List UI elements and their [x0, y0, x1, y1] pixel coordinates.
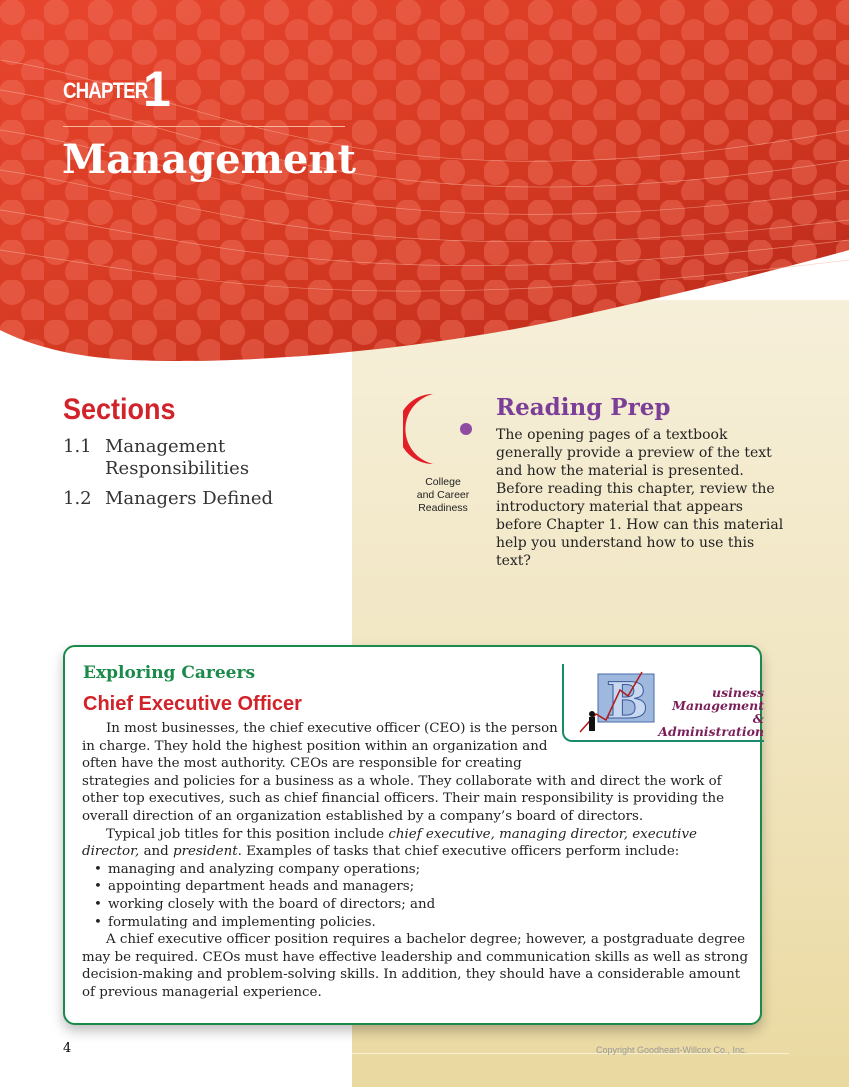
- badge-text: and Career: [416, 489, 470, 501]
- list-item: • appointing department heads and managers;: [96, 878, 752, 896]
- career-body: [82, 720, 752, 1002]
- paragraph: [82, 826, 752, 861]
- exploring-careers-box: [63, 645, 762, 1025]
- logo-spacer: [562, 720, 752, 756]
- chapter-banner: [0, 0, 849, 370]
- section-label: Management: [105, 436, 226, 457]
- list-item: • working closely with the board of directors; and: [96, 896, 752, 914]
- reading-prep-text: The opening pages of a textbook generally provide a preview of the text and how the material is presented. Before reading this chapter, review the introductory material that appears before Chapter 1. How can this material help you understand how to use this text?: [496, 427, 784, 569]
- list-item: • managing and analyzing company operations;: [96, 861, 752, 879]
- chapter-title: Management: [62, 136, 356, 183]
- badge-text: College: [425, 476, 461, 488]
- readiness-arcs-icon: [403, 392, 483, 472]
- svg-text:B: B: [606, 671, 649, 730]
- reading-prep-heading: Reading Prep: [496, 394, 671, 421]
- sections-heading: Sections: [63, 393, 176, 426]
- section-item-1-1[interactable]: [63, 436, 249, 480]
- chapter-word: CHAPTER: [63, 78, 148, 103]
- title-rule: [63, 126, 345, 127]
- paragraph: In most businesses, the chief executive officer (CEO) is the person in charge. They hold the highest position within an organization and often have the most authority. CEOs are responsible for creating strategies and policies for a business as a whole. They collaborate with and direct the work of other top executives, such as chief financial officers. Their main responsibility is providing the overall direction of an organization established by a company’s board of directors.: [82, 721, 725, 824]
- college-career-readiness-badge: [403, 392, 483, 515]
- list-item: • formulating and implementing policies.: [96, 914, 752, 932]
- section-number: 1.2: [63, 488, 92, 509]
- section-label: Responsibilities: [105, 458, 250, 479]
- logo-text: usiness Management: [672, 685, 764, 713]
- page-number: 4: [63, 1041, 72, 1056]
- chapter-label: [63, 61, 171, 117]
- chapter-number: 1: [143, 61, 171, 117]
- text: . Examples of tasks that chief executive officers perform include:: [237, 844, 680, 860]
- logo-text: & Administration: [658, 711, 764, 739]
- text: president: [173, 844, 238, 860]
- paragraph: A chief executive officer position requires a bachelor degree; however, a postgraduate degree may be required. CEOs must have effective leadership and communication skills as well as strong decision-making and problem-solving skills. In addition, they should have a considerable amount of previous managerial experience.: [82, 932, 749, 1000]
- section-item-1-2[interactable]: [63, 488, 273, 510]
- badge-text: Readiness: [418, 502, 468, 514]
- careers-label: Exploring Careers: [83, 663, 256, 683]
- text: and: [139, 844, 174, 860]
- section-label: Managers Defined: [105, 488, 274, 509]
- career-title: Chief Executive Officer: [83, 693, 302, 715]
- text: Typical job titles for this position include: [106, 826, 389, 842]
- section-number: 1.1: [63, 436, 92, 457]
- text: chief executive, managing director, executive director,: [82, 826, 697, 860]
- copyright: Copyright Goodheart-Willcox Co., Inc.: [596, 1045, 748, 1055]
- task-list: [82, 861, 752, 931]
